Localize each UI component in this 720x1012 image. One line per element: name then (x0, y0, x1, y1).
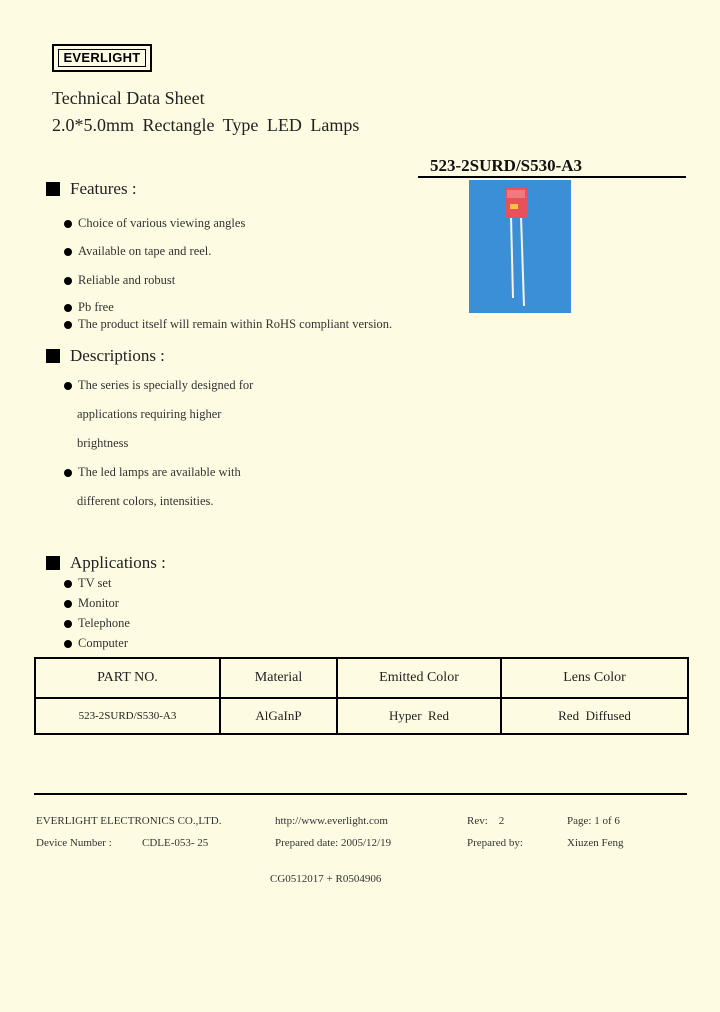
list-item: Computer (64, 636, 128, 651)
table-cell: Hyper Red (337, 698, 501, 734)
product-title: 2.0*5.0mm Rectangle Type LED Lamps (52, 115, 360, 135)
list-item-continuation: different colors, intensities. (77, 494, 214, 508)
led-lamp-illustration (469, 180, 571, 313)
footer-divider (34, 793, 687, 795)
square-bullet-icon (46, 349, 60, 363)
company-name: EVERLIGHT ELECTRONICS CO.,LTD. (36, 815, 222, 827)
page-number: Page: 1 of 6 (567, 815, 620, 827)
document-code: CG0512017 + R0504906 (270, 873, 382, 885)
list-item-continuation: applications requiring higher (77, 407, 222, 421)
bullet-icon (64, 640, 72, 648)
square-bullet-icon (46, 556, 60, 570)
bullet-icon (64, 248, 72, 256)
table-header-row (35, 658, 688, 698)
bullet-icon (64, 321, 72, 329)
table-row (35, 698, 688, 734)
bullet-icon (64, 600, 72, 608)
bullet-icon (64, 382, 72, 390)
list-item: Reliable and robust (64, 273, 175, 288)
prepared-by: Xiuzen Feng (567, 837, 624, 849)
list-item: The series is specially designed for (64, 378, 253, 393)
list-item: TV set (64, 576, 111, 591)
prepared-date: Prepared date: 2005/12/19 (275, 837, 392, 849)
specification-table (34, 657, 689, 735)
applications-heading: Applications : (46, 553, 166, 573)
bullet-icon (64, 220, 72, 228)
bullet-icon (64, 469, 72, 477)
part-number-divider (418, 176, 686, 178)
column-header: Material (220, 658, 337, 698)
revision-value: 2 (498, 815, 505, 827)
list-item: Telephone (64, 616, 130, 631)
part-number-heading: 523-2SURD/S530-A3 (430, 156, 583, 175)
list-item: Choice of various viewing angles (64, 216, 245, 231)
bullet-icon (64, 620, 72, 628)
prepared-by-label: Prepared by: (467, 837, 523, 849)
led-product-photo (469, 180, 571, 313)
document-title: Technical Data Sheet (52, 88, 205, 108)
revision: Rev: 2 (467, 815, 505, 827)
list-item: Available on tape and reel. (64, 244, 211, 259)
descriptions-heading: Descriptions : (46, 346, 165, 366)
list-item: Pb free (64, 300, 114, 315)
features-heading: Features : (46, 179, 137, 199)
bullet-icon (64, 580, 72, 588)
table-cell: AlGaInP (220, 698, 337, 734)
list-item-continuation: brightness (77, 436, 129, 450)
table-cell: 523-2SURD/S530-A3 (35, 698, 220, 734)
revision-label: Rev (467, 815, 485, 827)
column-header: PART NO. (35, 658, 220, 698)
logo-text: EVERLIGHT (58, 49, 145, 67)
list-item: The led lamps are available with (64, 465, 241, 480)
device-number-label: Device Number : (36, 837, 112, 849)
table-cell: Red Diffused (501, 698, 688, 734)
list-item: Monitor (64, 596, 119, 611)
column-header: Emitted Color (337, 658, 501, 698)
square-bullet-icon (46, 182, 60, 196)
column-header: Lens Color (501, 658, 688, 698)
company-logo (52, 44, 152, 72)
bullet-icon (64, 277, 72, 285)
website-link[interactable]: http://www.everlight.com (275, 815, 388, 827)
device-number: CDLE-053- 25 (142, 837, 209, 849)
list-item: The product itself will remain within RoHS compliant version. (64, 317, 392, 332)
bullet-icon (64, 304, 72, 312)
